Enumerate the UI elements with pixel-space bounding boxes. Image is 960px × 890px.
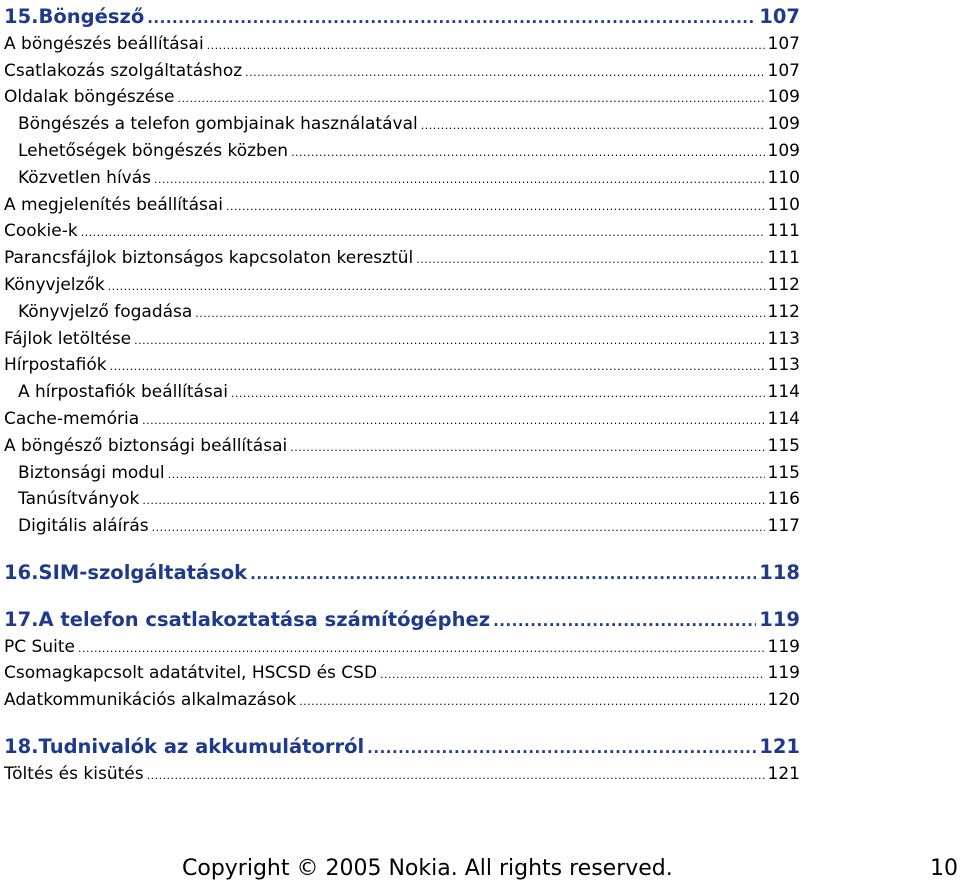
toc-entry[interactable] <box>4 165 800 192</box>
toc-entry[interactable] <box>4 326 800 353</box>
toc-entry-page: 111 <box>767 248 800 269</box>
toc-entry-title: Parancsfájlok biztonságos kapcsolaton keresztül <box>4 248 414 269</box>
dot-leader <box>142 406 764 435</box>
dot-leader <box>78 634 765 663</box>
toc-entry-title: Közvetlen hívás <box>18 167 152 188</box>
toc-chapter-entry[interactable] <box>4 4 800 31</box>
toc-entry-title: Csomagkapcsolt adatátvitel, HSCSD és CSD <box>4 663 378 684</box>
dot-leader <box>380 660 764 689</box>
toc-entry-page: 117 <box>767 516 800 537</box>
page-number: 10 <box>930 856 958 881</box>
toc-entry[interactable] <box>4 634 800 661</box>
toc-entry[interactable] <box>4 31 800 58</box>
toc-entry-page: 119 <box>767 636 800 657</box>
toc-entry-page: 112 <box>767 301 800 322</box>
dot-leader <box>231 379 765 408</box>
toc-entry-title: Töltés és kisütés <box>4 763 144 784</box>
dot-leader <box>207 31 765 60</box>
toc-entry-title: Fájlok letöltése <box>4 328 132 349</box>
toc-entry-title: Cookie-k <box>4 221 78 242</box>
toc-entry-page: 120 <box>767 690 800 711</box>
dot-leader <box>154 165 765 194</box>
toc-entry[interactable] <box>4 687 800 714</box>
toc-entry[interactable] <box>4 486 800 513</box>
toc-entry-page: 121 <box>759 734 800 758</box>
toc-entry-page: 114 <box>767 408 800 429</box>
table-of-contents <box>4 4 800 788</box>
dot-leader <box>177 84 764 113</box>
toc-entry-title: Könyvjelző fogadása <box>18 301 193 322</box>
toc-entry[interactable] <box>4 299 800 326</box>
toc-entry[interactable] <box>4 111 800 138</box>
toc-entry[interactable] <box>4 379 800 406</box>
toc-entry[interactable] <box>4 761 800 788</box>
dot-leader <box>493 607 756 635</box>
toc-entry-title: Könyvjelzők <box>4 274 105 295</box>
toc-entry-page: 113 <box>767 328 800 349</box>
toc-entry-title: Cache-memória <box>4 408 140 429</box>
toc-entry-title: Hírpostafiók <box>4 355 107 376</box>
toc-entry[interactable] <box>4 433 800 460</box>
toc-entry-title: A böngésző biztonsági beállításai <box>4 435 288 456</box>
toc-entry-title: Lehetőségek böngészés közben <box>18 140 289 161</box>
toc-entry[interactable] <box>4 84 800 111</box>
toc-chapter-entry[interactable] <box>4 607 800 634</box>
toc-entry[interactable] <box>4 660 800 687</box>
toc-entry-page: 110 <box>767 194 800 215</box>
dot-leader <box>367 734 756 762</box>
toc-entry[interactable] <box>4 58 800 85</box>
dot-leader <box>299 687 764 716</box>
toc-entry[interactable] <box>4 406 800 433</box>
toc-entry-page: 109 <box>767 114 800 135</box>
toc-entry[interactable] <box>4 192 800 219</box>
toc-entry-page: 112 <box>767 274 800 295</box>
dot-leader <box>290 433 764 462</box>
dot-leader <box>250 560 756 588</box>
dot-leader <box>147 4 756 32</box>
toc-entry-title: 17.A telefon csatlakoztatása számítógéphez <box>4 607 491 631</box>
toc-entry-title: Adatkommunikációs alkalmazások <box>4 690 297 711</box>
toc-chapter-entry[interactable] <box>4 734 800 761</box>
toc-entry-page: 107 <box>759 5 800 28</box>
toc-entry-title: Digitális aláírás <box>18 516 149 537</box>
toc-entry-title: Tanúsítványok <box>18 489 140 510</box>
dot-leader <box>168 460 765 489</box>
toc-entry-page: 109 <box>767 140 800 161</box>
dot-leader <box>147 761 765 790</box>
toc-entry-title: PC Suite <box>4 636 75 657</box>
toc-entry-title: 15.Böngésző <box>4 5 145 28</box>
toc-entry[interactable] <box>4 218 800 245</box>
toc-entry-title: 18.Tudnivalók az akkumulátorról <box>4 734 365 758</box>
toc-entry-title: Böngészés a telefon gombjainak használatával <box>18 114 418 135</box>
toc-entry-title: Biztonsági modul <box>18 462 165 483</box>
toc-entry-page: 107 <box>767 33 800 54</box>
dot-leader <box>291 138 764 167</box>
toc-entry-page: 116 <box>767 489 800 510</box>
toc-entry-page: 115 <box>767 462 800 483</box>
toc-chapter-entry[interactable] <box>4 560 800 587</box>
toc-entry-page: 119 <box>759 607 800 631</box>
dot-leader <box>195 299 764 328</box>
dot-leader <box>226 192 765 221</box>
dot-leader <box>152 513 765 542</box>
toc-entry-page: 110 <box>767 167 800 188</box>
toc-entry[interactable] <box>4 138 800 165</box>
dot-leader <box>245 58 764 87</box>
toc-entry-page: 115 <box>767 435 800 456</box>
toc-entry[interactable] <box>4 513 800 540</box>
toc-entry[interactable] <box>4 460 800 487</box>
toc-entry-page: 113 <box>767 355 800 376</box>
toc-entry-title: A hírpostafiók beállításai <box>18 382 228 403</box>
copyright-notice: Copyright © 2005 Nokia. All rights reserved. <box>182 856 673 881</box>
toc-entry-page: 118 <box>759 560 800 584</box>
toc-entry-page: 107 <box>767 60 800 81</box>
toc-entry-page: 114 <box>767 382 800 403</box>
toc-entry[interactable] <box>4 272 800 299</box>
toc-entry-title: Oldalak böngészése <box>4 87 175 108</box>
page-footer <box>0 854 960 890</box>
toc-entry-title: A böngészés beállításai <box>4 33 204 54</box>
toc-entry[interactable] <box>4 245 800 272</box>
toc-entry-title: Csatlakozás szolgáltatáshoz <box>4 60 243 81</box>
dot-leader <box>134 326 764 355</box>
toc-entry-page: 109 <box>767 87 800 108</box>
toc-entry-title: A megjelenítés beállításai <box>4 194 224 215</box>
dot-leader <box>421 111 765 140</box>
dot-leader <box>416 245 764 274</box>
toc-entry-page: 119 <box>767 663 800 684</box>
dot-leader <box>110 352 765 381</box>
dot-leader <box>108 272 765 301</box>
dot-leader <box>142 486 764 515</box>
dot-leader <box>81 218 765 247</box>
toc-entry-title: 16.SIM-szolgáltatások <box>4 560 248 584</box>
toc-entry-page: 121 <box>767 763 800 784</box>
toc-entry-page: 111 <box>767 221 800 242</box>
toc-entry[interactable] <box>4 352 800 379</box>
